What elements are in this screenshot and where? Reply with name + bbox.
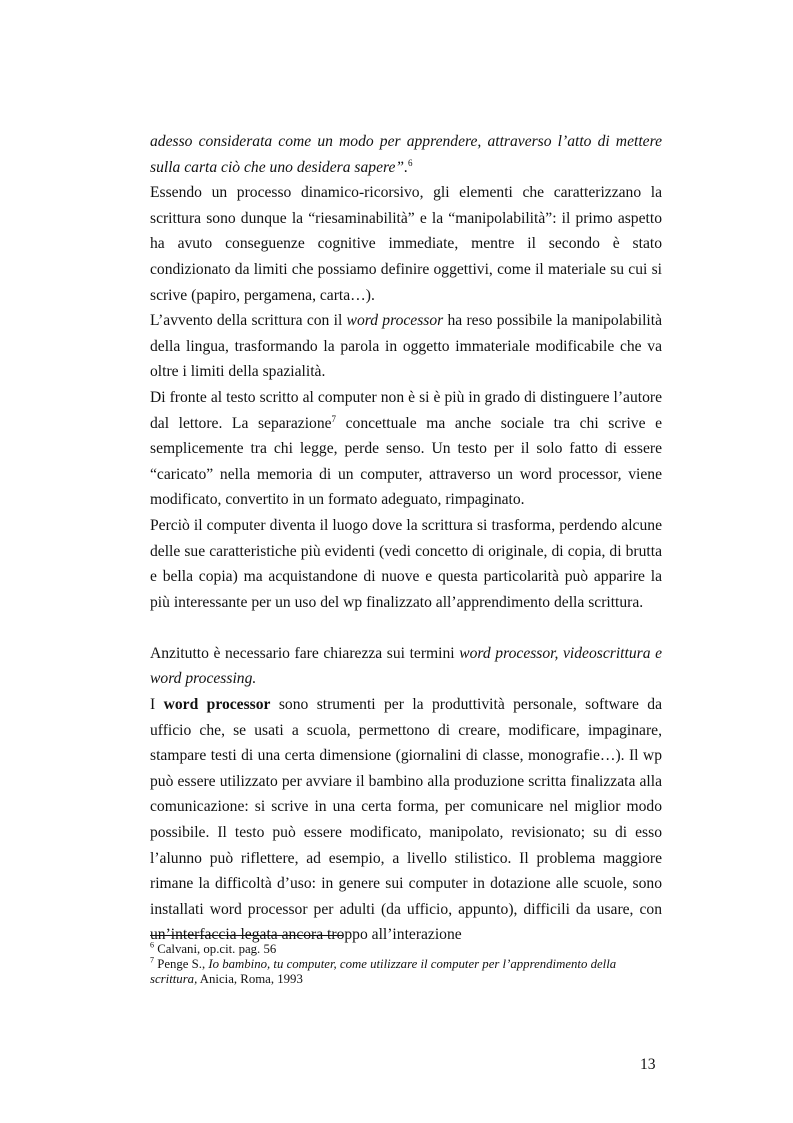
paragraph-advent-word-processor: L’avvento della scrittura con il word processor ha reso possibile la manipolabilità della lingua, trasformando la parola in oggetto immateriale modificabile che va oltre i limiti della spazialità. (150, 312, 663, 381)
footnote-ref-7: 7 (331, 413, 337, 424)
footnote-7: $^7$ Penge S., Io bambino, tu computer, come utilizzare il computer per l’apprendimento della scrittura, Anicia, Roma, 1993 (150, 955, 617, 986)
paragraph-computer-transformation: Perciò il computer diventa il luogo dove la scrittura si trasforma, perdendo alcune delle sue caratteristiche più evidenti (vedi concetto di originale, di copia, di brutta e bella copia) ma acquistandone di nuove e questa particolarità può apparire la più interessante per un uso del wp finalizzato all’apprendimento della scrittura. (150, 516, 662, 611)
footnote-separator (150, 935, 343, 936)
paragraph-author-reader: Di fronte al testo scritto al computer non è si è più in grado di distinguere l’autore dal lettore. La separazione$^7$ concettuale ma anche sociale tra chi scrive e semplicemente tra chi legge, perde senso. Un testo per il solo fatto di essere “caricato” nella memoria di un computer, attraverso un word processor, viene modificato, convertito in un formato adeguato, rimpaginato. (150, 388, 662, 509)
paragraph-terms-clarification: Anzitutto è necessario fare chiarezza sui termini word processor, videoscrittura e word processing. (150, 644, 663, 688)
paragraph-dynamic-process: Essendo un processo dinamico-ricorsivo, gli elementi che caratterizzano la scrittura sono dunque la “riesaminabilità” e la “manipolabilità”: il primo aspetto ha avuto conseguenze cognitive immediate, mentre il secondo è stato condizionato da limiti che possiamo definire oggettivi, come il materiale su cui si scrive (papiro, pergamena, carta…). (150, 184, 662, 304)
body-text (150, 129, 662, 948)
footnote-ref-6: 6 (407, 157, 413, 168)
footnote-6: $^6$ Calvani, op.cit. pag. 56 (150, 940, 277, 956)
paragraph-word-processor-definition: I word processor sono strumenti per la produttività personale, software da ufficio che, se usati a scuola, permettono di creare, modificare, impaginare, stampare testi di una certa dimensione (giornalini di classe, monografie…). Il wp può essere utilizzato per avviare il bambino alla produzione scritta finalizzata alla comunicazione: si scrive in una certa forma, per comunicare nel miglior modo possibile. Il testo può essere modificato, manipolato, revisionato; su di esso l’alunno può riflettere, ad esempio, a livello stilistico. Il problema maggiore rimane la difficoltà d’uso: in genere sui computer in dotazione alle scuole, sono installati word processor per adulti (da ufficio, appunto), difficili da usare, con un’interfaccia legata ancora troppo all’interazione (150, 696, 662, 944)
paragraph-quote-end: adesso considerata come un modo per apprendere, attraverso l’atto di mettere sulla carta ciò che uno desidera sapere”.$^6$ (150, 133, 662, 176)
page-number: 13 (640, 1056, 656, 1073)
footnotes (150, 942, 662, 987)
